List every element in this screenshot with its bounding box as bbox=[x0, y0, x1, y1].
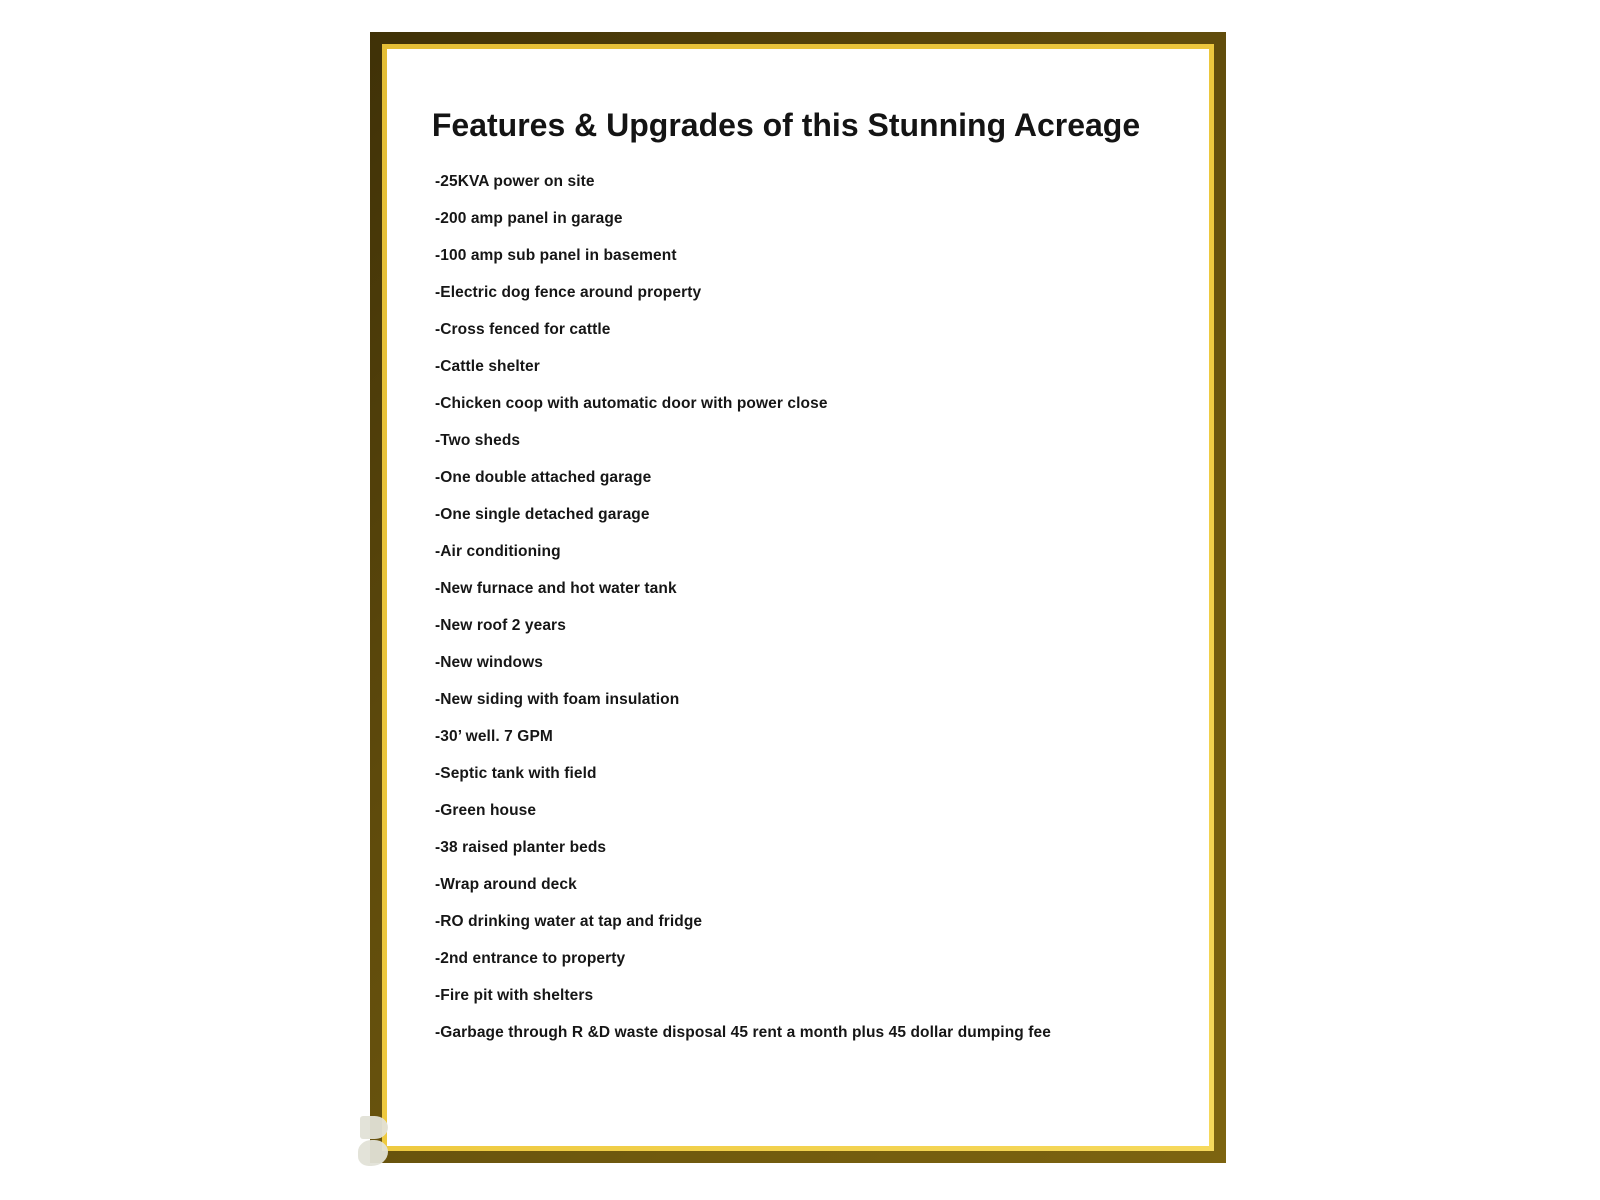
feature-list-item: -38 raised planter beds bbox=[435, 839, 607, 857]
feature-list-item: -Chicken coop with automatic door with power close bbox=[435, 395, 828, 413]
feature-list-item: -25KVA power on site bbox=[435, 173, 595, 191]
feature-list-item: -One single detached garage bbox=[435, 506, 650, 524]
feature-list-item: -2nd entrance to property bbox=[435, 950, 626, 968]
feature-list-item: -Cattle shelter bbox=[435, 358, 540, 376]
feature-list-item: -Wrap around deck bbox=[435, 876, 577, 894]
feature-list-item: -New siding with foam insulation bbox=[435, 691, 680, 709]
feature-list-item: -Green house bbox=[435, 802, 537, 820]
feature-list-item: -RO drinking water at tap and fridge bbox=[435, 913, 703, 931]
feature-list-item: -100 amp sub panel in basement bbox=[435, 247, 677, 265]
feature-list-item: -New roof 2 years bbox=[435, 617, 566, 635]
feature-list-item: -Cross fenced for cattle bbox=[435, 321, 611, 339]
feature-list-item: -New furnace and hot water tank bbox=[435, 580, 677, 598]
feature-list-item: -Two sheds bbox=[435, 432, 521, 450]
feature-list-item: -30’ well. 7 GPM bbox=[435, 728, 553, 746]
features-list bbox=[435, 164, 1209, 1052]
feature-list-item: -New windows bbox=[435, 654, 543, 672]
gold-frame bbox=[370, 32, 1226, 1163]
feature-list-item: -Fire pit with shelters bbox=[435, 987, 594, 1005]
feature-list-item: -Garbage through R &D waste disposal 45 rent a month plus 45 dollar dumping fee bbox=[435, 1024, 1051, 1042]
feature-list-item: -Air conditioning bbox=[435, 543, 561, 561]
feature-sheet-page bbox=[387, 49, 1209, 1146]
feature-list-item: -200 amp panel in garage bbox=[435, 210, 623, 228]
feature-list-item: -Electric dog fence around property bbox=[435, 284, 702, 302]
feature-list-item: -One double attached garage bbox=[435, 469, 652, 487]
page-title: Features & Upgrades of this Stunning Acreage bbox=[431, 107, 1141, 143]
feature-list-item: -Septic tank with field bbox=[435, 765, 597, 783]
gold-frame-inner-line bbox=[382, 44, 1214, 1151]
